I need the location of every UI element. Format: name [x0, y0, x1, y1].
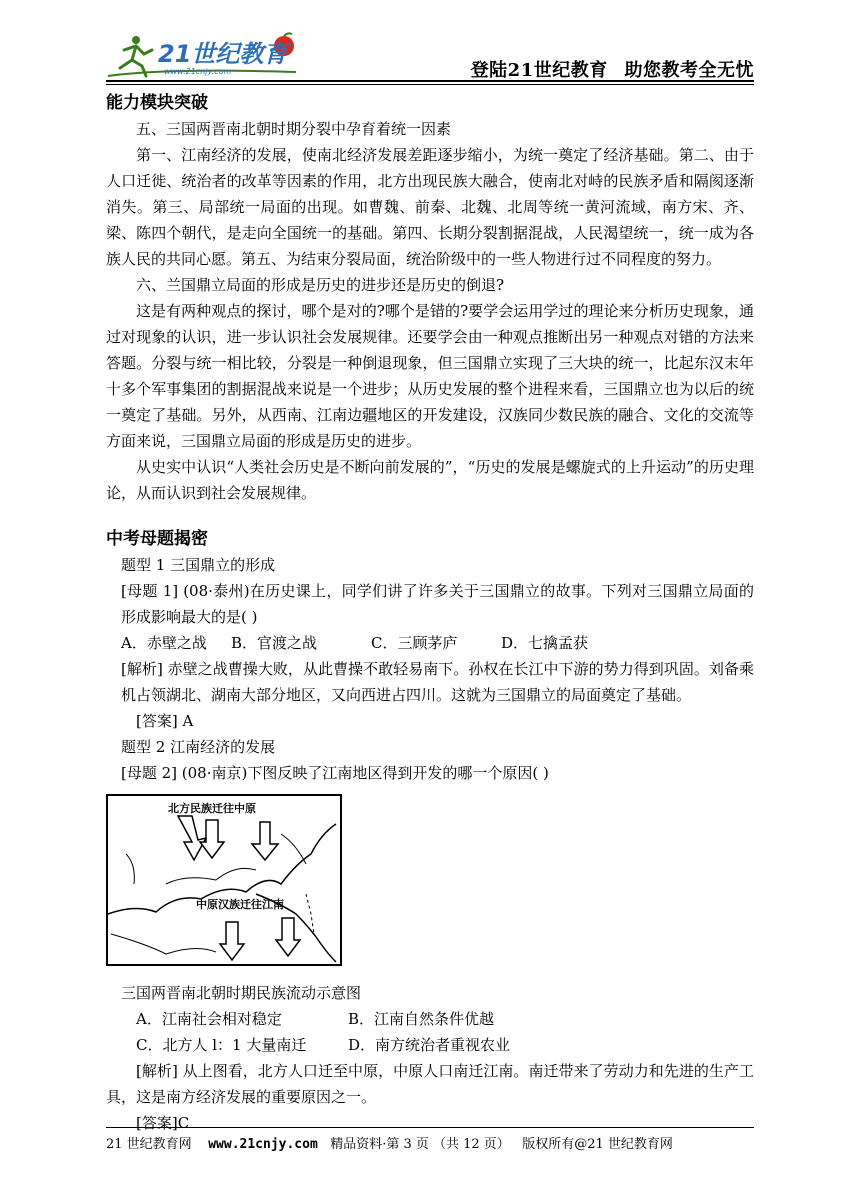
footer-site: 21 世纪教育网: [106, 1137, 192, 1152]
migration-map: [106, 794, 342, 966]
q1-answer: [答案] A: [136, 712, 194, 730]
header-slogan: 登陆21世纪教育 助您教考全无忧: [470, 60, 754, 81]
q1-analysis: [解析] 赤壁之战曹操大败，从此曹操不敢轻易南下。孙权在长江中下游的势力得到巩固。刘备乘机占领湖北、湖南大部分地区，又向西进占四川。这就为三国鼎立的局面奠定了基础。: [121, 660, 754, 704]
type1-title: 题型 1 三国鼎立的形成: [121, 556, 276, 574]
q1-option-b: B．官渡之战: [231, 634, 318, 652]
page-footer: [106, 1133, 754, 1152]
q2-option-c: C．北方人 l：1 大量南迁: [136, 1036, 307, 1054]
q6-title: 六、兰国鼎立局面的形成是历史的进步还是历史的倒退?: [136, 276, 505, 294]
q2-option-d: D．南方统治者重视农业: [348, 1036, 511, 1054]
q2-stem: [母题 2] (08·南京)下图反映了江南地区得到开发的哪一个原因( ): [121, 764, 549, 782]
section-title-exam: 中考母题揭密: [106, 529, 208, 549]
q1-option-a: A．赤壁之战: [121, 634, 207, 652]
footer-page-info: 精品资料·第 3 页 （共 12 页）: [330, 1137, 510, 1152]
map-caption: 三国两晋南北朝时期民族流动示意图: [121, 984, 362, 1002]
logo-text: 21世纪教育: [158, 40, 288, 68]
content: [106, 90, 754, 1136]
logo-url: www.21cnjy.com: [164, 67, 232, 76]
q6-body: 这是有两种观点的探讨，哪个是对的?哪个是错的?要学会运用学过的理论来分析历史现象，通过对现象的认识，进一步认识社会发展规律。还要学会由一种观点推断出另一种观点对错的方法来答题。分裂与统一相比较，分裂是一种倒退现象，但三国鼎立实现了三大块的统一，比起东汉末年十多个军事集团的割据混战来说是一个进步；从历史发展的整个进程来看，三国鼎立也为以后的统一奠定了基础。另外，从西南、江南边疆地区的开发建设，汉族同少数民族的融合、文化的交流等方面来说，三国鼎立局面的形成是历史的进步。: [106, 302, 754, 450]
q1-stem: [母题 1] (08·泰州)在历史课上，同学们讲了许多关于三国鼎立的故事。下列对三国鼎立局面的形成影响最大的是( ): [121, 582, 754, 626]
q2-answer: [答案]C: [136, 1114, 190, 1132]
q2-option-a: A．江南社会相对稳定: [136, 1010, 282, 1028]
logo-21cnjy: [106, 32, 306, 80]
type2-title: 题型 2 江南经济的发展: [121, 738, 276, 756]
q2-options-row1: [106, 1006, 754, 1032]
footer-url[interactable]: www.21cnjy.com: [208, 1137, 318, 1152]
section-title-ability: 能力模块突破: [106, 93, 208, 113]
header-rule-thin: [106, 84, 754, 85]
q5-body: 第一、江南经济的发展，使南北经济发展差距逐步缩小，为统一奠定了经济基础。第二、由于人口迁徙、统治者的改革等因素的作用，北方出现民族大融合，使南北对峙的民族矛盾和隔阂逐渐消失。第三、局部统一局面的出现。如曹魏、前秦、北魏、北周等统一黄河流域，南方宋、齐、梁、陈四个朝代，是走向全国统一的基础。第四、长期分裂割据混战，人民渴望统一，统一成为各族人民的共同心愿。第五、为结束分裂局面，统治阶级中的一些人物进行过不同程度的努力。: [106, 146, 754, 268]
footer-rule: [106, 1127, 754, 1128]
q6-conclusion: 从史实中认识“人类社会历史是不断向前发展的”，“历史的发展是螺旋式的上升运动”的历史理论，从而认识到社会发展规律。: [106, 458, 754, 502]
q2-options-row2: [106, 1032, 754, 1058]
map-label-central: 中原汉族迁往江南: [196, 898, 284, 911]
footer-copyright: 版权所有@21 世纪教育网: [522, 1137, 673, 1152]
q2-option-b: B．江南自然条件优越: [348, 1010, 495, 1028]
q1-option-c: C．三顾茅庐: [371, 634, 458, 652]
map-label-north: 北方民族迁往中原: [168, 802, 256, 815]
q1-option-d: D．七擒孟获: [501, 634, 589, 652]
q2-analysis: [解析] 从上图看，北方人口迁至中原，中原人口南迁江南。南迁带来了劳动力和先进的生产工具，这是南方经济发展的重要原因之一。: [106, 1062, 754, 1106]
q5-title: 五、三国两晋南北朝时期分裂中孕育着统一因素: [136, 120, 452, 138]
header-rule: [106, 80, 754, 82]
q1-options: [106, 630, 754, 656]
page-header: [106, 32, 754, 80]
